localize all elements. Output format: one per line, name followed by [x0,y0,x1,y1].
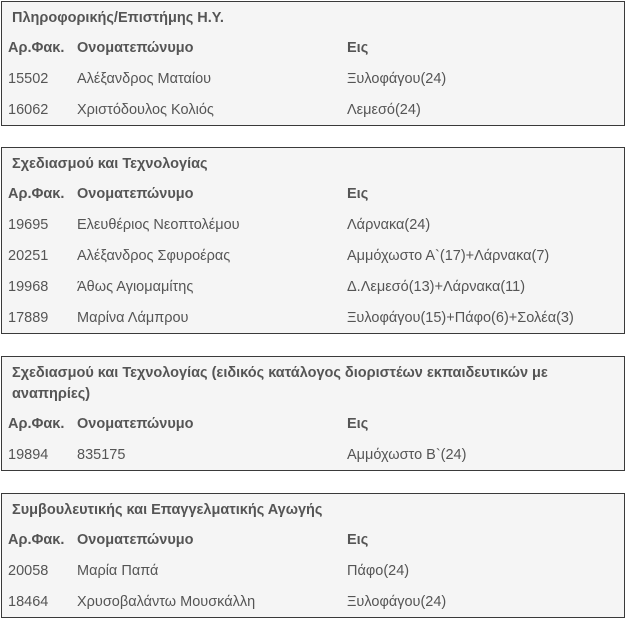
column-header-name: Ονοματεπώνυμο [77,416,194,432]
table-row [2,440,624,471]
file-no-cell: 16062 [8,102,49,118]
table-row [2,303,624,334]
column-header-file-no: Αρ.Φακ. [8,186,65,202]
table-row [2,210,624,241]
file-no-cell: 19894 [8,447,49,463]
file-no-cell: 20058 [8,563,49,579]
destination-cell: Ξυλοφάγου(24) [347,71,447,87]
table-row [2,587,624,618]
name-cell: Χρυσοβαλάντω Μουσκάλλη [77,594,256,610]
column-header-to: Εις [347,40,369,56]
table-row [2,241,624,272]
destination-cell: Δ.Λεμεσό(13)+Λάρνακα(11) [347,279,526,295]
column-header-name: Ονοματεπώνυμο [77,186,194,202]
column-header-to: Εις [347,186,369,202]
table-row [2,272,624,303]
file-no-cell: 19695 [8,217,49,233]
file-no-cell: 20251 [8,248,49,264]
table-header-row [2,525,624,556]
destination-cell: Λεμεσό(24) [347,102,421,118]
section-title: Συμβουλευτικής και Επαγγελματικής Αγωγής [12,502,323,518]
section-title: Πληροφορικής/Επιστήμης Η.Υ. [12,10,224,26]
file-no-cell: 17889 [8,310,49,326]
table-header-row [2,409,624,440]
destination-cell: Ξυλοφάγου(24) [347,594,447,610]
destination-cell: Αμμόχωστο Β`(24) [347,447,467,463]
column-header-file-no: Αρ.Φακ. [8,532,65,548]
destination-cell: Πάφο(24) [347,563,410,579]
destination-cell: Λάρνακα(24) [347,217,431,233]
section-informatics [1,1,625,126]
column-header-to: Εις [347,416,369,432]
file-no-cell: 19968 [8,279,49,295]
section-title: Σχεδιασμού και Τεχνολογίας (ειδικός κατάλογος διοριστέων εκπαιδευτικών με αναπηρίες) [12,365,548,402]
name-cell: Αλέξανδρος Ματαίου [77,71,212,87]
name-cell: Χριστόδουλος Κολιός [77,102,214,118]
column-header-name: Ονοματεπώνυμο [77,532,194,548]
section-counseling-vocational [1,493,625,618]
file-no-cell: 18464 [8,594,49,610]
table-header-row [2,179,624,210]
destination-cell: Αμμόχωστο Α`(17)+Λάρνακα(7) [347,248,550,264]
name-cell: Ελευθέριος Νεοπτολέμου [77,217,240,233]
section-design-technology [1,147,625,334]
section-design-technology-special-list [1,356,625,471]
file-no-cell: 15502 [8,71,49,87]
name-cell: Μαρία Παπά [77,563,159,579]
table-row [2,556,624,587]
section-title: Σχεδιασμού και Τεχνολογίας [12,156,208,172]
table-row [2,95,624,126]
name-cell: 835175 [77,447,126,463]
name-cell: Αλέξανδρος Σφυροέρας [77,248,231,264]
column-header-file-no: Αρ.Φακ. [8,40,65,56]
name-cell: Άθως Αγιομαμίτης [77,279,194,295]
table-row [2,64,624,95]
column-header-file-no: Αρ.Φακ. [8,416,65,432]
destination-cell: Ξυλοφάγου(15)+Πάφο(6)+Σολέα(3) [347,310,574,326]
name-cell: Μαρίνα Λάμπρου [77,310,189,326]
column-header-name: Ονοματεπώνυμο [77,40,194,56]
table-header-row [2,33,624,64]
column-header-to: Εις [347,532,369,548]
